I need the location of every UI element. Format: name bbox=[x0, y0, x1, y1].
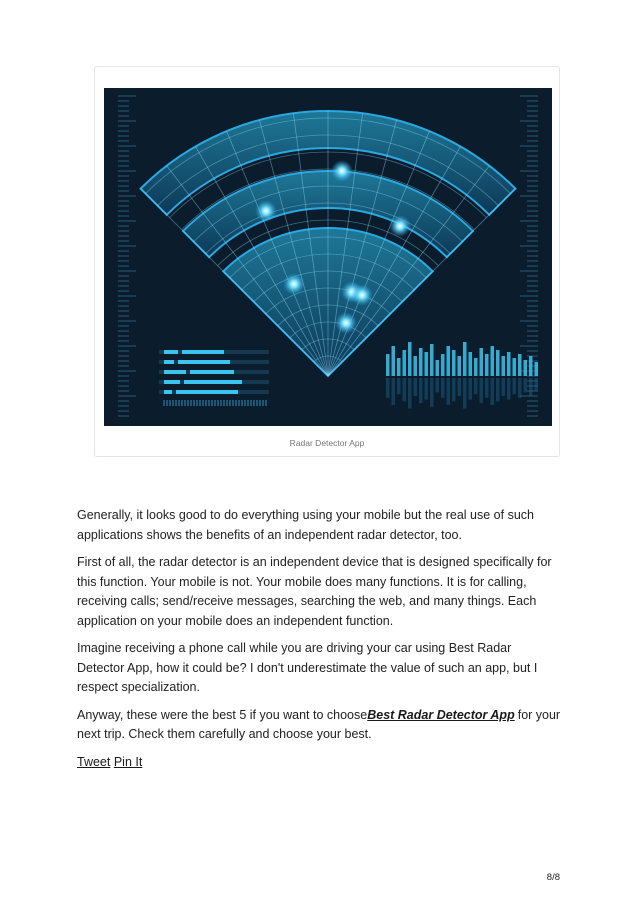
equalizer-bar bbox=[485, 354, 489, 376]
equalizer-reflection bbox=[529, 378, 533, 396]
equalizer-bar bbox=[436, 360, 440, 376]
equalizer-bar bbox=[447, 346, 451, 376]
equalizer-bar bbox=[469, 352, 473, 376]
radar-image bbox=[104, 88, 552, 426]
figure-caption: Radar Detector App bbox=[289, 438, 365, 448]
equalizer-reflection bbox=[414, 378, 418, 396]
radar-blip bbox=[283, 273, 305, 295]
equalizer-reflection bbox=[408, 378, 412, 409]
radar-blip bbox=[255, 200, 277, 222]
bar-fill bbox=[164, 380, 180, 384]
equalizer-reflection bbox=[425, 378, 429, 400]
radar-blip bbox=[389, 215, 411, 237]
bar-fill bbox=[178, 360, 230, 364]
bar-fill bbox=[164, 390, 172, 394]
share-links bbox=[77, 753, 561, 773]
equalizer-reflection bbox=[474, 378, 478, 394]
equalizer-bar bbox=[392, 346, 396, 376]
equalizer-reflection bbox=[403, 378, 407, 401]
equalizer-bar bbox=[430, 344, 434, 376]
bar-fill bbox=[164, 370, 186, 374]
equalizer-reflection bbox=[507, 378, 511, 400]
paragraph: Imagine receiving a phone call while you are driving your car using Best Radar Detector App, how it could be? I don't underestimate the value of such an app, but I respect specialization. bbox=[77, 641, 538, 694]
equalizer-bar bbox=[403, 350, 407, 376]
equalizer-reflection bbox=[502, 378, 506, 396]
paragraph-final bbox=[77, 706, 561, 745]
equalizer-bar bbox=[397, 358, 401, 376]
equalizer-reflection bbox=[463, 378, 467, 409]
equalizer-reflection bbox=[452, 378, 456, 401]
equalizer-bar bbox=[518, 354, 522, 376]
equalizer-bar bbox=[524, 360, 528, 376]
equalizer-bar bbox=[425, 352, 429, 376]
page-number: 8/8 bbox=[546, 872, 560, 883]
pin-it-link[interactable]: Pin It bbox=[113, 754, 143, 769]
paragraph-text: for your next trip. Check them carefully and choose your best. bbox=[77, 707, 561, 741]
equalizer-bar bbox=[480, 348, 484, 376]
bar-fill bbox=[184, 380, 242, 384]
equalizer-bar bbox=[535, 362, 539, 376]
bar-fill bbox=[182, 350, 224, 354]
radar-graphic bbox=[104, 88, 552, 426]
best-radar-detector-link[interactable]: Best Radar Detector App bbox=[367, 707, 515, 722]
equalizer-reflection bbox=[458, 378, 462, 396]
equalizer-reflection bbox=[535, 378, 539, 391]
equalizer-reflection bbox=[397, 378, 401, 394]
equalizer-reflection bbox=[491, 378, 495, 405]
equalizer-bar bbox=[529, 356, 533, 376]
equalizer-reflection bbox=[513, 378, 517, 394]
equalizer-bar bbox=[408, 342, 412, 376]
bar-fill bbox=[164, 350, 178, 354]
bar-fill bbox=[190, 370, 234, 374]
equalizer-reflection bbox=[518, 378, 522, 398]
equalizer-reflection bbox=[485, 378, 489, 398]
equalizer-bar bbox=[441, 354, 445, 376]
equalizer-bar bbox=[419, 348, 423, 376]
equalizer-bar bbox=[463, 342, 467, 376]
equalizer-reflection bbox=[419, 378, 423, 403]
article-body bbox=[77, 506, 561, 780]
equalizer-reflection bbox=[524, 378, 528, 392]
figure bbox=[94, 66, 560, 457]
equalizer-reflection bbox=[496, 378, 500, 401]
paragraph: First of all, the radar detector is an independent device that is designed specifically for this function. Your mobile is not. Your mobile does many functions. It is for calling, receiving calls; send/receive messages, searching the web, and many things. Each application on your mobile does an independent function. bbox=[77, 555, 552, 628]
equalizer-reflection bbox=[436, 378, 440, 392]
equalizer-reflection bbox=[430, 378, 434, 407]
radar-blip bbox=[351, 284, 373, 306]
paragraph-text: Anyway, these were the best 5 if you want to choose bbox=[77, 707, 368, 722]
equalizer-reflection bbox=[386, 378, 390, 398]
equalizer-bar bbox=[496, 350, 500, 376]
equalizer-reflection bbox=[447, 378, 451, 405]
bar-fill bbox=[164, 360, 174, 364]
equalizer-reflection bbox=[480, 378, 484, 403]
equalizer-bar bbox=[414, 356, 418, 376]
paragraph: Generally, it looks good to do everything using your mobile but the real use of such applications shows the benefits of an independent radar detector, too. bbox=[77, 508, 534, 542]
equalizer-reflection bbox=[469, 378, 473, 400]
equalizer-bar bbox=[491, 346, 495, 376]
equalizer-bar bbox=[502, 356, 506, 376]
equalizer-bar bbox=[452, 350, 456, 376]
equalizer-bar bbox=[458, 356, 462, 376]
equalizer-bar bbox=[513, 358, 517, 376]
radar-blip bbox=[331, 160, 353, 182]
bar-fill bbox=[176, 390, 238, 394]
equalizer-bar bbox=[386, 354, 390, 376]
tweet-link[interactable]: Tweet bbox=[77, 754, 111, 769]
equalizer-bar bbox=[507, 352, 511, 376]
equalizer-reflection bbox=[441, 378, 445, 398]
equalizer-bar bbox=[474, 358, 478, 376]
equalizer-reflection bbox=[392, 378, 396, 405]
radar-blip bbox=[335, 312, 357, 334]
